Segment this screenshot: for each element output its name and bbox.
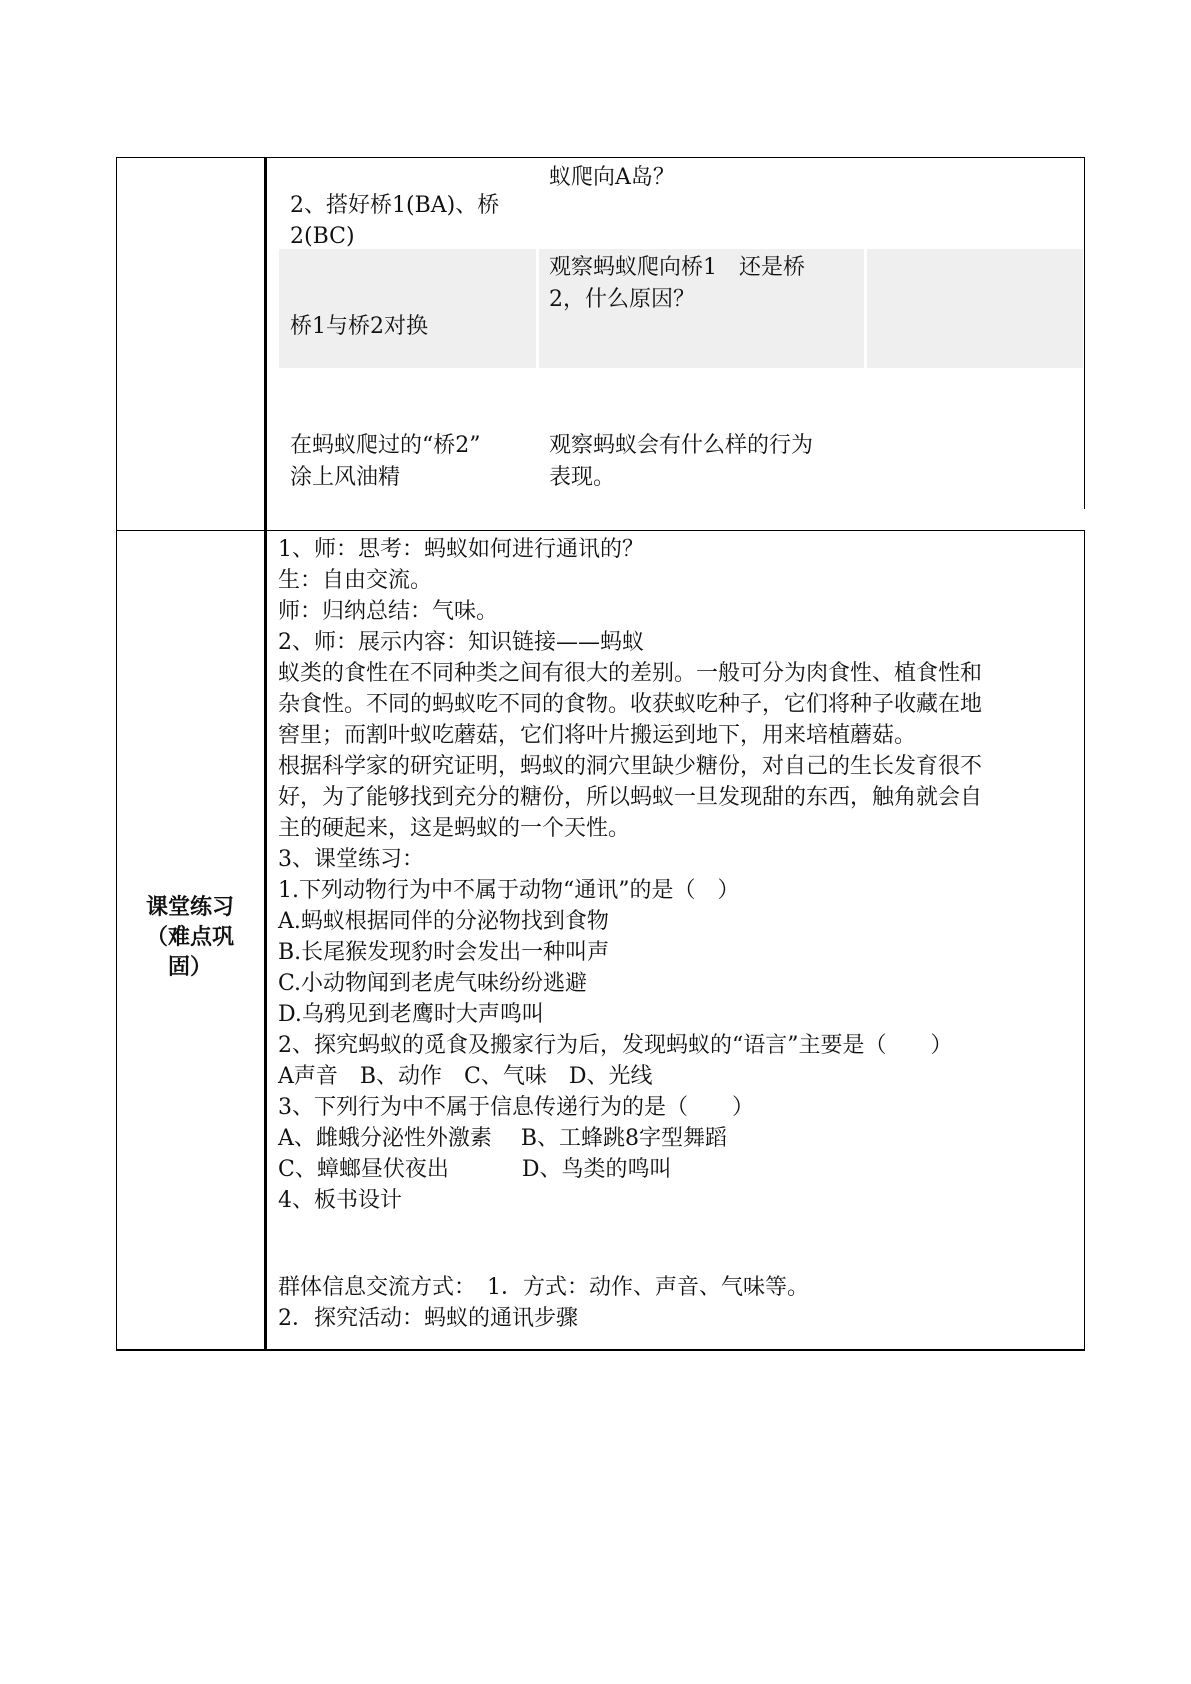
- question-1-option-a: A.蚂蚁根据同伴的分泌物找到食物: [278, 909, 609, 934]
- content-line: 窖里；而割叶蚁吃蘑菇，它们将叶片搬运到地下，用来培植蘑菇。: [278, 723, 917, 748]
- content-line: 生：自由交流。: [278, 568, 433, 593]
- question-3-options-cd: C、蟑螂昼伏夜出 D、鸟类的鸣叫: [278, 1157, 672, 1182]
- shaded-cell-empty: [867, 249, 1083, 368]
- table-border-right-top: [1084, 157, 1085, 509]
- question-1-stem: 1.下列动物行为中不属于动物“通讯”的是（ ）: [278, 878, 740, 903]
- summary-line-1: 群体信息交流方式： 1．方式：动作、声音、气味等。: [278, 1275, 809, 1300]
- content-line: 主的硬起来，这是蚂蚁的一个天性。: [278, 816, 631, 841]
- content-line: 2、师：展示内容：知识链接——蚂蚁: [278, 630, 644, 655]
- content-line: 杂食性。不同的蚂蚁吃不同的食物。收获蚁吃种子，它们将种子收藏在地: [278, 692, 983, 717]
- question-3-options-ab: A、雌蛾分泌性外激素 B、工蜂跳8字型舞蹈: [278, 1126, 728, 1151]
- content-line: 1、师：思考：蚂蚁如何进行通讯的？: [278, 537, 644, 562]
- table-divider-label: [264, 157, 267, 1350]
- content-line: 蚁类的食性在不同种类之间有很大的差别。一般可分为肉食性、植食性和: [278, 661, 983, 686]
- question-2-options: A声音 B、动作 C、气味 D、光线: [278, 1064, 653, 1089]
- spacer: [278, 1216, 1078, 1272]
- question-1-option-b: B.长尾猴发现豹时会发出一种叫声: [278, 940, 610, 965]
- question-bridge-choice-line2: 2，什么原因？: [549, 287, 695, 312]
- practice-label-line3: 固）: [167, 955, 212, 980]
- content-line: 师：归纳总结：气味。: [278, 599, 499, 624]
- practice-label: [117, 893, 263, 983]
- table-bottom-border: [116, 1349, 1085, 1351]
- step-oil-line1: 在蚂蚁爬过的“桥2”: [290, 433, 481, 458]
- table-top-border: [116, 157, 1085, 158]
- step-bridge-swap: 桥1与桥2对换: [290, 314, 428, 339]
- question-behavior-line2: 表现。: [549, 465, 616, 490]
- table-border-right-bottom: [1084, 530, 1085, 1350]
- question-bridge-choice-line1: 观察蚂蚁爬向桥1 还是桥: [549, 255, 805, 280]
- content-line: 3、课堂练习：: [278, 847, 424, 872]
- practice-label-line1: 课堂练习: [145, 895, 234, 920]
- practice-content: [278, 534, 1078, 1334]
- content-line: 根据科学家的研究证明，蚂蚁的洞穴里缺少糖份，对自己的生长发育很不: [278, 754, 983, 779]
- step-oil-line2: 涂上风油精: [290, 465, 401, 490]
- content-line: 好，为了能够找到充分的糖份，所以蚂蚁一旦发现甜的东西，触角就会自: [278, 785, 983, 810]
- practice-label-line2: （难点巩: [145, 925, 234, 950]
- step-bridge-text-line2: 2(BC): [290, 224, 355, 249]
- table-border-left: [116, 157, 117, 1350]
- step-bridge-text-line1: 2、搭好桥1(BA)、桥: [290, 193, 500, 218]
- section-divider: [116, 530, 1085, 531]
- question-1-option-d: D.乌鸦见到老鹰时大声鸣叫: [278, 1002, 544, 1027]
- summary-line-2: 2．探究活动：蚂蚁的通讯步骤: [278, 1306, 578, 1331]
- shaded-cell-bridge-swap: [279, 249, 536, 368]
- question-ant-a-island: 蚁爬向A岛？: [549, 165, 675, 190]
- question-2-stem: 2、探究蚂蚁的觅食及搬家行为后，发现蚂蚁的“语言”主要是（ ）: [278, 1033, 953, 1058]
- question-3-stem: 3、下列行为中不属于信息传递行为的是（ ）: [278, 1095, 754, 1120]
- question-behavior-line1: 观察蚂蚁会有什么样的行为: [549, 433, 814, 458]
- question-1-option-c: C.小动物闻到老虎气味纷纷逃避: [278, 971, 588, 996]
- board-design-heading: 4、板书设计: [278, 1188, 402, 1213]
